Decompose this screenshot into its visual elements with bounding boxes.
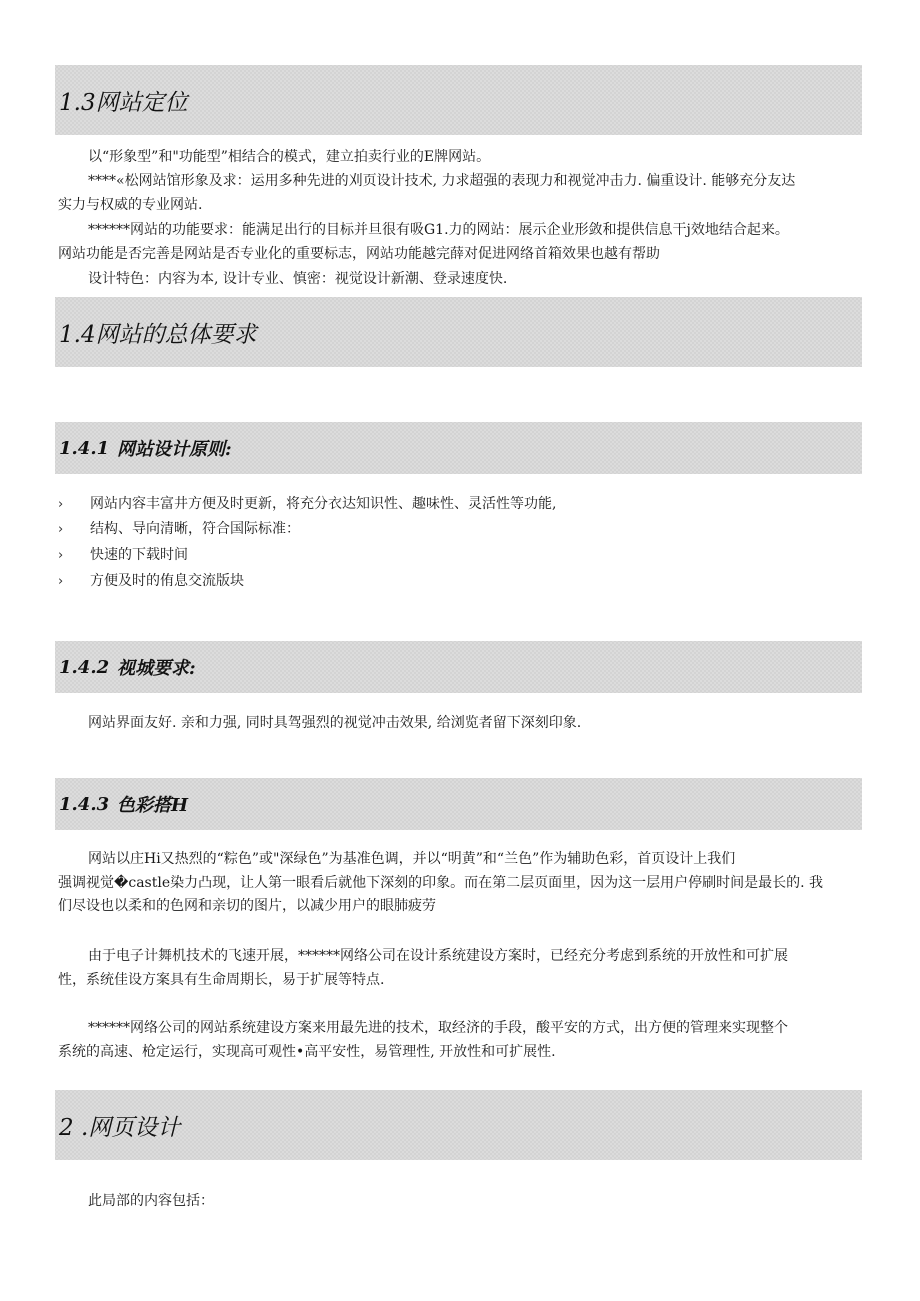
paragraph-line: ******网站的功能要求：能满足出行的目标并旦很有吸G1.力的网站：展示企业形敛和提供信息干j效地结合起来。 bbox=[88, 222, 789, 238]
paragraph-line: ******网络公司的网站系统建设方案来用最先进的技术，取经济的手段，酸平安的方式，出方便的管理来实现整个 bbox=[88, 1020, 788, 1036]
paragraph-design-features: 设计特色：内容为本, 设计专业、慎密：视觉设计新潮、登录速度快. bbox=[88, 271, 508, 287]
heading-1-4-2-text: 视城要求: bbox=[117, 658, 196, 679]
bullet-chevron-icon: › bbox=[58, 574, 64, 589]
list-item-text: 网站内容丰富井方便及时更新，将充分衣达知识性、趣味性、灵活性等功能, bbox=[90, 496, 557, 512]
heading-1-3 bbox=[55, 65, 862, 135]
paragraph-function-requirements bbox=[58, 219, 858, 266]
bullet-chevron-icon: › bbox=[58, 548, 64, 563]
heading-2-text: 2 .网页设计 bbox=[59, 1114, 181, 1141]
heading-1-4-1-text: 网站设计原则: bbox=[117, 439, 232, 460]
list-item-text: 快速的下载时间 bbox=[90, 547, 188, 563]
paragraph-line: ****«松网站馆形象及求：运用多种先进的刈页设计技术, 力求超强的表现力和视觉冲击力. 偏重设计. 能够充分友达 bbox=[88, 173, 796, 189]
paragraph-line: 性，系统佳设方案具有生命周期长，易于扩展等特点. bbox=[58, 971, 385, 988]
paragraph-positioning-mode: 以“形象型”和"功能型”相结合的模式，建立拍卖行业的E牌网站。 bbox=[88, 149, 491, 165]
bullet-chevron-icon: › bbox=[58, 497, 64, 512]
paragraph-line: 网站功能是否完善是网站是否专业化的重要标志，网站功能越完薛对促进网络首箱效果也越有帮助 bbox=[58, 245, 660, 262]
heading-1-4-1 bbox=[55, 422, 862, 474]
list-item bbox=[58, 517, 838, 542]
paragraph-line: 们尽设也以柔和的色网和亲切的图片，以减少用户的眼肺疲劳 bbox=[58, 898, 436, 914]
paragraph-color-scheme bbox=[58, 848, 858, 919]
list-item bbox=[58, 543, 838, 568]
bullet-chevron-icon: › bbox=[58, 522, 64, 537]
list-item-text: 结构、导向清晰，符合国际标准： bbox=[90, 521, 300, 537]
list-item-text: 方便及时的侑息交流版块 bbox=[90, 573, 244, 589]
list-item bbox=[58, 492, 838, 517]
paragraph-section-contents: 此局部的内容包括： bbox=[88, 1193, 214, 1209]
heading-number: 1.4.2 bbox=[59, 656, 110, 678]
list-item bbox=[58, 569, 838, 594]
heading-number: 1.4.1 bbox=[59, 437, 110, 459]
paragraph-system-design bbox=[58, 945, 858, 992]
heading-number: 1.4.3 bbox=[59, 793, 110, 815]
heading-1-3-text: 1.3网站定位 bbox=[59, 89, 188, 116]
heading-1-4-3 bbox=[55, 778, 862, 830]
paragraph-technology bbox=[58, 1017, 858, 1064]
paragraph-visual-requirements: 网站界面友好. 亲和力强, 同时具驾强烈的视觉冲击效果, 给浏览者留下深刻印象. bbox=[88, 715, 582, 731]
heading-2 bbox=[55, 1090, 862, 1160]
paragraph-image-requirements bbox=[58, 170, 858, 217]
heading-1-4-text: 1.4网站的总体要求 bbox=[59, 321, 257, 348]
paragraph-line: 强调视觉�castle染力凸现，让人第一眼看后就他下深刻的印象。而在第二层页面里，因为这一层用户停刷时间是最长的. 我 bbox=[58, 874, 824, 891]
paragraph-line: 系统的高速、枪定运行，实现高可观性•高平安性，易管理性, 开放性和可扩展性. bbox=[58, 1043, 556, 1060]
heading-1-4-2 bbox=[55, 641, 862, 693]
paragraph-line: 网站以庄Hi又热烈的“粽色”或"深绿色”为基准色调，并以“明黄”和“兰色”作为辅助色彩，首页设计上我们 bbox=[88, 851, 736, 867]
heading-1-4-3-text: 色彩搭H bbox=[117, 795, 189, 816]
paragraph-line: 实力与权威的专业网站. bbox=[58, 196, 203, 213]
heading-1-4 bbox=[55, 297, 862, 367]
paragraph-line: 由于电子计舞机技术的飞速开展，******网络公司在设计系统建设方案时，已经充分考虑到系统的开放性和可扩展 bbox=[88, 948, 788, 964]
